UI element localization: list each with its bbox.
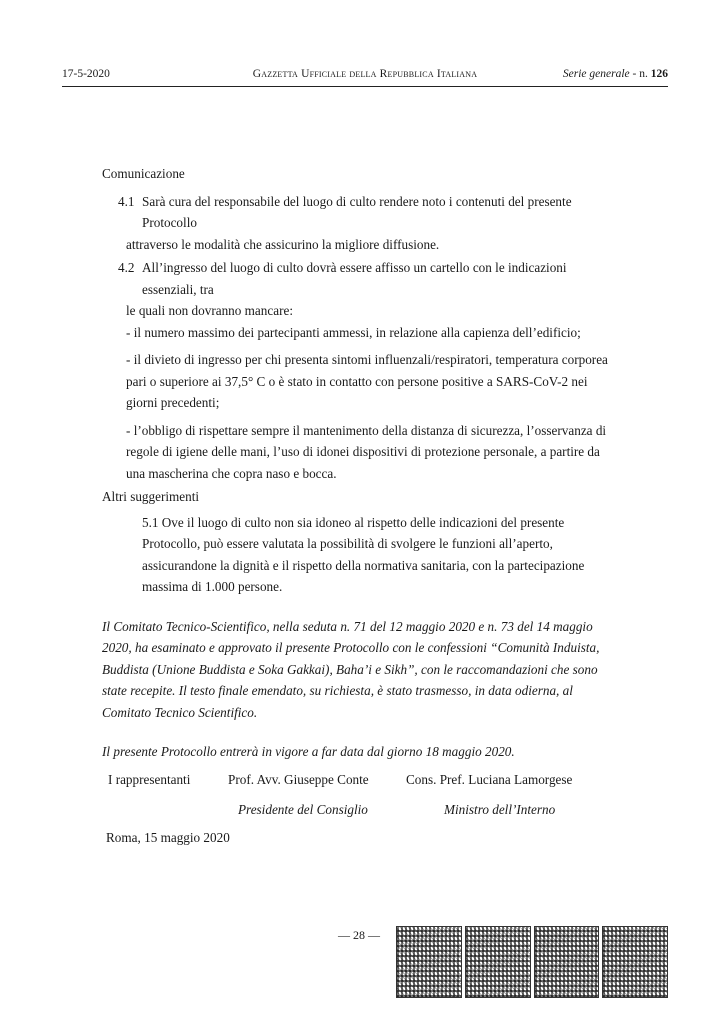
place-date: Roma, 15 maggio 2020: [106, 829, 230, 845]
header-publication-title: Gazzetta Ufficiale della Repubblica Italiana: [252, 68, 478, 80]
section-title-comunicazione: Comunicazione: [102, 166, 185, 181]
representatives-label: I rappresentanti: [108, 771, 191, 787]
page-header: [62, 68, 668, 84]
item-text-cont: attraverso le modalità che assicurino la migliore diffusione.: [126, 236, 440, 252]
conte-name: Prof. Avv. Giuseppe Conte: [228, 771, 369, 787]
vigore-paragraph: Il presente Protocollo entrerà in vigore a far data dal giorno 18 maggio 2020.: [102, 744, 515, 759]
item-number: 4.1: [118, 193, 135, 209]
item-4-1: [102, 191, 622, 234]
item-text-cont: le quali non dovranno mancare:: [126, 303, 293, 318]
comitato-paragraph: Il Comitato Tecnico-Scientifico, nella seduta n. 71 del 12 maggio 2020 e n. 73 del 14 maggio 2020, ha esaminato e approvato il presente Protocollo con le confessioni “Comunità Induista, Buddista (Unione Buddista e Soka Gakkai), Baha’i e Sikh”, con le raccomandazioni che sono state recepite. Il testo finale emendato, su richiesta, è stato trasmesso, in data odierna, al Comitato Tecnico Scientifico.: [102, 618, 600, 720]
section-title-altri: Altri suggerimenti: [102, 489, 200, 504]
conte-role: Presidente del Consiglio: [238, 801, 368, 817]
barcode-block: [534, 926, 600, 998]
document-body: [102, 163, 622, 848]
header-series-label: Serie generale: [562, 68, 630, 80]
item-number: 4.2: [118, 260, 135, 275]
header-rule: [62, 86, 668, 87]
signature-roles-row: [102, 799, 622, 823]
header-series: [563, 68, 668, 80]
bullet-obligations: - l’obbligo di rispettare sempre il mantenimento della distanza di sicurezza, l’osservanza di regole di igiene delle mani, l’uso di idonei dispositivi di protezione personale, a partire da una mascherina che copra naso e bocca.: [126, 422, 607, 481]
page-number: — 28 —: [338, 928, 380, 942]
verification-barcode: [396, 926, 668, 998]
header-date: 17-5-2020: [62, 68, 110, 80]
item-text: All’ingresso del luogo di culto dovrà essere affisso un cartello con le indicazioni essenziali, tra: [142, 260, 567, 297]
bullet-symptoms: - il divieto di ingresso per chi presenta sintomi influenzali/respiratori, temperatura corporea pari o superiore ai 37,5° C o è stato in contatto con persone positive a SARS-CoV-2 nei giorni precedenti;: [126, 352, 608, 410]
item-text: Sarà cura del responsabile del luogo di culto rendere noto i contenuti del presente Protocollo: [142, 193, 572, 230]
header-series-sep: - n.: [629, 68, 651, 80]
lamorgese-role: Ministro dell’Interno: [444, 801, 556, 817]
item-5-1: 5.1 Ove il luogo di culto non sia idoneo al rispetto delle indicazioni del presente Protocollo, può essere valutata la possibilità di svolgere le funzioni all’aperto, assicurandone la dignità e il rispetto della normativa sanitaria, con la partecipazione massima di 1.000 persone.: [142, 514, 585, 594]
item-4-2: [102, 257, 622, 300]
barcode-block: [465, 926, 531, 998]
lamorgese-name: Cons. Pref. Luciana Lamorgese: [406, 771, 573, 787]
barcode-block: [602, 926, 668, 998]
signature-names-row: [102, 769, 622, 793]
header-series-number: 126: [650, 68, 668, 80]
bullet-capacity: - il numero massimo dei partecipanti ammessi, in relazione alla capienza dell’edificio;: [126, 324, 581, 340]
barcode-block: [396, 926, 462, 998]
